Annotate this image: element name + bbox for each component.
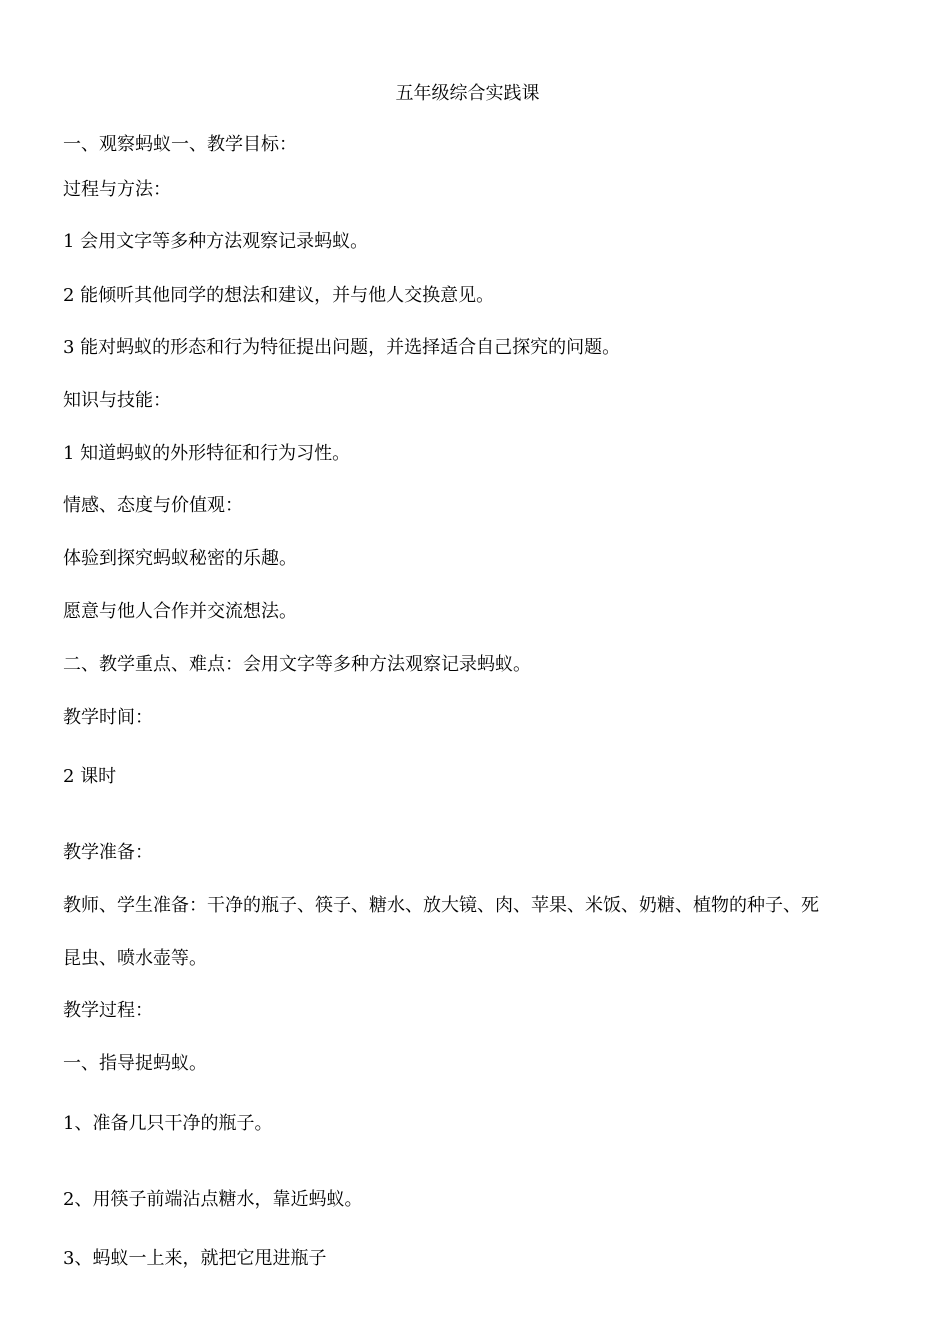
- paragraph-line: 2、用筷子前端沾点糖水，靠近蚂蚁。: [63, 1189, 363, 1210]
- paragraph-line: 体验到探究蚂蚁秘密的乐趣。: [63, 548, 297, 569]
- paragraph-line: 1 知道蚂蚁的外形特征和行为习性。: [63, 443, 351, 464]
- subheading-process-method: 过程与方法：: [63, 179, 171, 200]
- subheading-teaching-process: 教学过程：: [63, 1000, 153, 1021]
- section-heading-catch-ants: 一、指导捉蚂蚁。: [63, 1053, 207, 1074]
- subheading-knowledge-skills: 知识与技能：: [63, 390, 171, 411]
- section-heading-key-points: 二、教学重点、难点：会用文字等多种方法观察记录蚂蚁。: [63, 654, 531, 675]
- paragraph-line: 1、准备几只干净的瓶子。: [63, 1113, 273, 1134]
- paragraph-line: 3、蚂蚁一上来，就把它甩进瓶子: [63, 1248, 327, 1269]
- subheading-emotion-values: 情感、态度与价值观：: [63, 495, 243, 516]
- section-heading-observe-ants: 一、观察蚂蚁一、教学目标：: [63, 134, 297, 155]
- subheading-teaching-preparation: 教学准备：: [63, 842, 153, 863]
- paragraph-line: 1 会用文字等多种方法观察记录蚂蚁。: [63, 231, 369, 252]
- paragraph-line: 2 课时: [63, 766, 117, 787]
- paragraph-line: 2 能倾听其他同学的想法和建议，并与他人交换意见。: [63, 285, 495, 306]
- paragraph-line: 昆虫、喷水壶等。: [63, 948, 207, 969]
- paragraph-line: 教师、学生准备：干净的瓶子、筷子、糖水、放大镜、肉、苹果、米饭、奶糖、植物的种子、死: [63, 895, 819, 916]
- paragraph-line: 3 能对蚂蚁的形态和行为特征提出问题，并选择适合自己探究的问题。: [63, 337, 621, 358]
- paragraph-line: 愿意与他人合作并交流想法。: [63, 601, 297, 622]
- page-title: 五年级综合实践课: [395, 83, 540, 104]
- subheading-teaching-time: 教学时间：: [63, 707, 153, 728]
